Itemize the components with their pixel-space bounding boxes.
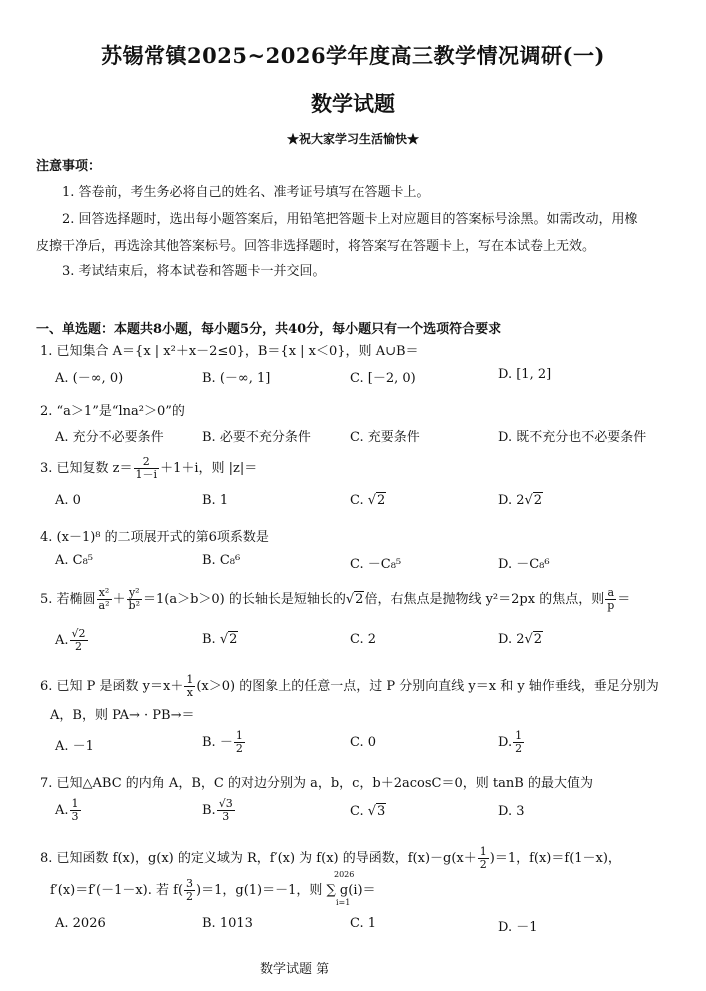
q5-a-num: √2 [71, 627, 86, 640]
q5-option-b: B. √2 [202, 632, 238, 647]
q5-stem-3: 倍，右焦点是抛物线 y²＝2px 的焦点，则 [364, 592, 605, 607]
q3-c-label: C. [350, 493, 368, 508]
notice-item: 1. 答卷前，考生务必将自己的姓名、准考证号填写在答题卡上。 [62, 185, 430, 200]
q2-option-d: D. 既不充分也不必要条件 [498, 430, 647, 445]
question-4-stem: 4. (x－1)⁸ 的二项展开式的第6项系数是 [40, 530, 269, 545]
q8-option-a: A. 2026 [55, 916, 106, 931]
q3-option-c: C. √2 [350, 493, 386, 508]
q7-b-label: B. [202, 803, 216, 818]
q7-c-radicand: 3 [377, 804, 386, 819]
q4-option-a: A. C₈⁵ [55, 553, 94, 568]
q1-option-d: D. [1, 2] [498, 367, 552, 382]
q5-f2-num: y² [127, 587, 142, 600]
q6-f-num: 1 [186, 673, 194, 686]
question-7-stem: 7. 已知△ABC 的内角 A，B，C 的对边分别为 a，b，c，b＋2acosC＝0，则 tanB 的最大值为 [40, 776, 593, 791]
q7-option-b [202, 798, 236, 823]
q4-option-b: B. C₈⁶ [202, 553, 241, 568]
q8-f2-num: 3 [186, 877, 194, 890]
q3-stem-post: ＋1＋i，则 |z|＝ [160, 461, 258, 476]
q8-stem-4: )＝1，g(1)＝－1，则 ∑ g(i)＝ [196, 883, 376, 898]
q7-option-d: D. 3 [498, 804, 525, 819]
q5-f1-den: a² [98, 599, 110, 612]
q5-a-den: 2 [75, 640, 83, 653]
q1-option-a: A. (－∞, 0) [55, 371, 124, 386]
q7-a-frac [70, 798, 81, 823]
q6-b-label: B. － [202, 735, 233, 750]
q5-a-label: A. [55, 633, 69, 648]
q4-option-d: D. －C₈⁶ [498, 557, 550, 572]
q5-b-radicand: 2 [229, 632, 238, 647]
q8-f2-den: 2 [186, 890, 194, 903]
q5-f2-den: b² [128, 599, 140, 612]
notice-item: 皮擦干净后，再选涂其他答案标号。回答非选择题时，将答案写在答题卡上，写在本试卷上无效。 [36, 239, 596, 254]
q6-d-num: 1 [515, 729, 523, 742]
q5-radicand: 2 [355, 592, 364, 607]
q6-option-c: C. 0 [350, 735, 377, 750]
q5-d-label: D. 2 [498, 632, 525, 647]
question-6-stem-line2: A，B，则 PA→ · PB→＝ [50, 708, 195, 723]
q8-frac-2 [184, 878, 195, 903]
q7-b-num: √3 [218, 797, 233, 810]
q5-option-a [55, 628, 89, 653]
notice-item: 2. 回答选择题时，选出每小题答案后，用铅笔把答题卡上对应题目的答案标号涂黑。如需改动，用橡 [62, 212, 638, 227]
q6-option-d [498, 730, 525, 755]
q5-frac-y [127, 587, 142, 612]
q6-stem-1: 6. 已知 P 是函数 y＝x＋ [40, 679, 184, 694]
q7-a-num: 1 [71, 797, 79, 810]
q3-frac-den: 1－i [135, 468, 158, 481]
q3-d-label: D. 2 [498, 493, 525, 508]
q6-frac [184, 674, 195, 699]
q8-option-d: D. －1 [498, 920, 538, 935]
q6-option-b [202, 730, 246, 755]
q8-stem-3: f′(x)＝f′(－1－x). 若 f( [50, 883, 184, 898]
question-3-stem [40, 456, 257, 481]
exam-title: 苏锡常镇2025~2026学年度高三教学情况调研(一) [101, 43, 605, 68]
q5-frac-x [97, 587, 112, 612]
q5-d-radicand: 2 [533, 632, 543, 647]
q1-option-b: B. (－∞, 1] [202, 371, 271, 386]
q5-option-d: D. 2√2 [498, 632, 543, 647]
q6-f-den: x [186, 686, 193, 699]
q8-sum-upper: 2026 [334, 870, 355, 879]
q7-option-a [55, 798, 82, 823]
q7-option-c: C. √3 [350, 804, 386, 819]
exam-subtitle: 数学试题 [311, 91, 395, 116]
q5-stem-4: ＝ [617, 592, 631, 607]
q4-option-c: C. －C₈⁵ [350, 557, 402, 572]
q2-option-b: B. 必要不充分条件 [202, 430, 311, 445]
q2-option-a: A. 充分不必要条件 [55, 430, 164, 445]
q1-option-c: C. [－2, 0) [350, 371, 416, 386]
q7-b-den: 3 [222, 810, 230, 823]
question-2-stem: 2. “a＞1”是“lna²＞0”的 [40, 404, 185, 419]
question-8-stem [40, 846, 621, 871]
notice-item: 3. 考试结束后，将本试卷和答题卡一并交回。 [62, 264, 326, 279]
section-heading: 一、单选题：本题共8小题，每小题5分，共40分，每小题只有一个选项符合要求 [36, 322, 502, 337]
q5-b-label: B. [202, 632, 220, 647]
q6-d-label: D. [498, 735, 513, 750]
q5-f3-num: a [605, 587, 616, 600]
q2-option-c: C. 充要条件 [350, 430, 420, 445]
q3-option-a: A. 0 [55, 493, 81, 508]
q5-f3-den: p [607, 599, 615, 612]
q3-d-radicand: 2 [533, 493, 543, 508]
q5-stem-2: ＝1(a＞b＞0) 的长轴长是短轴长的 [142, 592, 346, 607]
question-5-stem: 5. 若椭圆 $\frac{\text{x²}}{\text{a²}}$ ＋ $\frac{\text{y²}}{\text{b²}}$ ＝1(a＞b＞0) 的长轴长是短轴长的√2倍，右焦点是抛物线 y²＝2px 的焦点，则 $\frac{a}{p}$ ＝ [40, 586, 631, 612]
q8-option-c: C. 1 [350, 916, 377, 931]
notice-heading: 注意事项： [36, 159, 102, 174]
q6-b-num: 1 [235, 729, 243, 742]
q5-stem-1: 5. 若椭圆 [40, 592, 96, 607]
page-footer: 数学试题 第 [260, 962, 330, 977]
q8-stem-1: 8. 已知函数 f(x)，g(x) 的定义域为 R，f′(x) 为 f(x) 的导函数，f(x)－g(x＋ [40, 851, 477, 866]
question-6-stem [40, 674, 659, 699]
q3-option-b: B. 1 [202, 493, 229, 508]
q3-stem-pre: 3. 已知复数 z＝ [40, 461, 133, 476]
question-1-stem: 1. 已知集合 A＝{x | x²＋x－2≤0}，B＝{x | x＜0}，则 A∪B＝ [40, 344, 419, 359]
q5-a-frac [70, 628, 88, 653]
q8-stem-2: )＝1，f(x)＝f(1－x)， [489, 851, 621, 866]
q8-sum-lower: i=1 [336, 898, 351, 907]
q7-c-label: C. [350, 804, 368, 819]
q7-a-label: A. [55, 803, 69, 818]
q8-frac-1 [478, 846, 489, 871]
q6-option-a: A. －1 [55, 739, 94, 754]
q6-b-den: 2 [235, 742, 243, 755]
q5-plus: ＋ [112, 592, 126, 607]
q3-frac-num: 2 [134, 456, 160, 469]
q8-f1-num: 1 [479, 845, 487, 858]
q5-frac-ap [605, 587, 616, 612]
q3-fraction [134, 456, 160, 481]
q7-a-den: 3 [71, 810, 79, 823]
q5-option-c: C. 2 [350, 632, 377, 647]
q7-b-frac [217, 798, 235, 823]
q3-c-radicand: 2 [377, 493, 386, 508]
q3-option-d: D. 2√2 [498, 493, 543, 508]
q6-d-frac [513, 730, 524, 755]
q6-b-frac [234, 730, 245, 755]
motto: ★祝大家学习生活愉快★ [286, 132, 419, 146]
q5-f1-num: x² [97, 587, 112, 600]
question-8-stem-line2 [50, 878, 376, 903]
q8-f1-den: 2 [479, 858, 487, 871]
q6-stem-2: (x＞0) 的图象上的任意一点，过 P 分别向直线 y＝x 和 y 轴作垂线，垂足分别为 [196, 679, 659, 694]
q6-d-den: 2 [515, 742, 523, 755]
q8-option-b: B. 1013 [202, 916, 253, 931]
